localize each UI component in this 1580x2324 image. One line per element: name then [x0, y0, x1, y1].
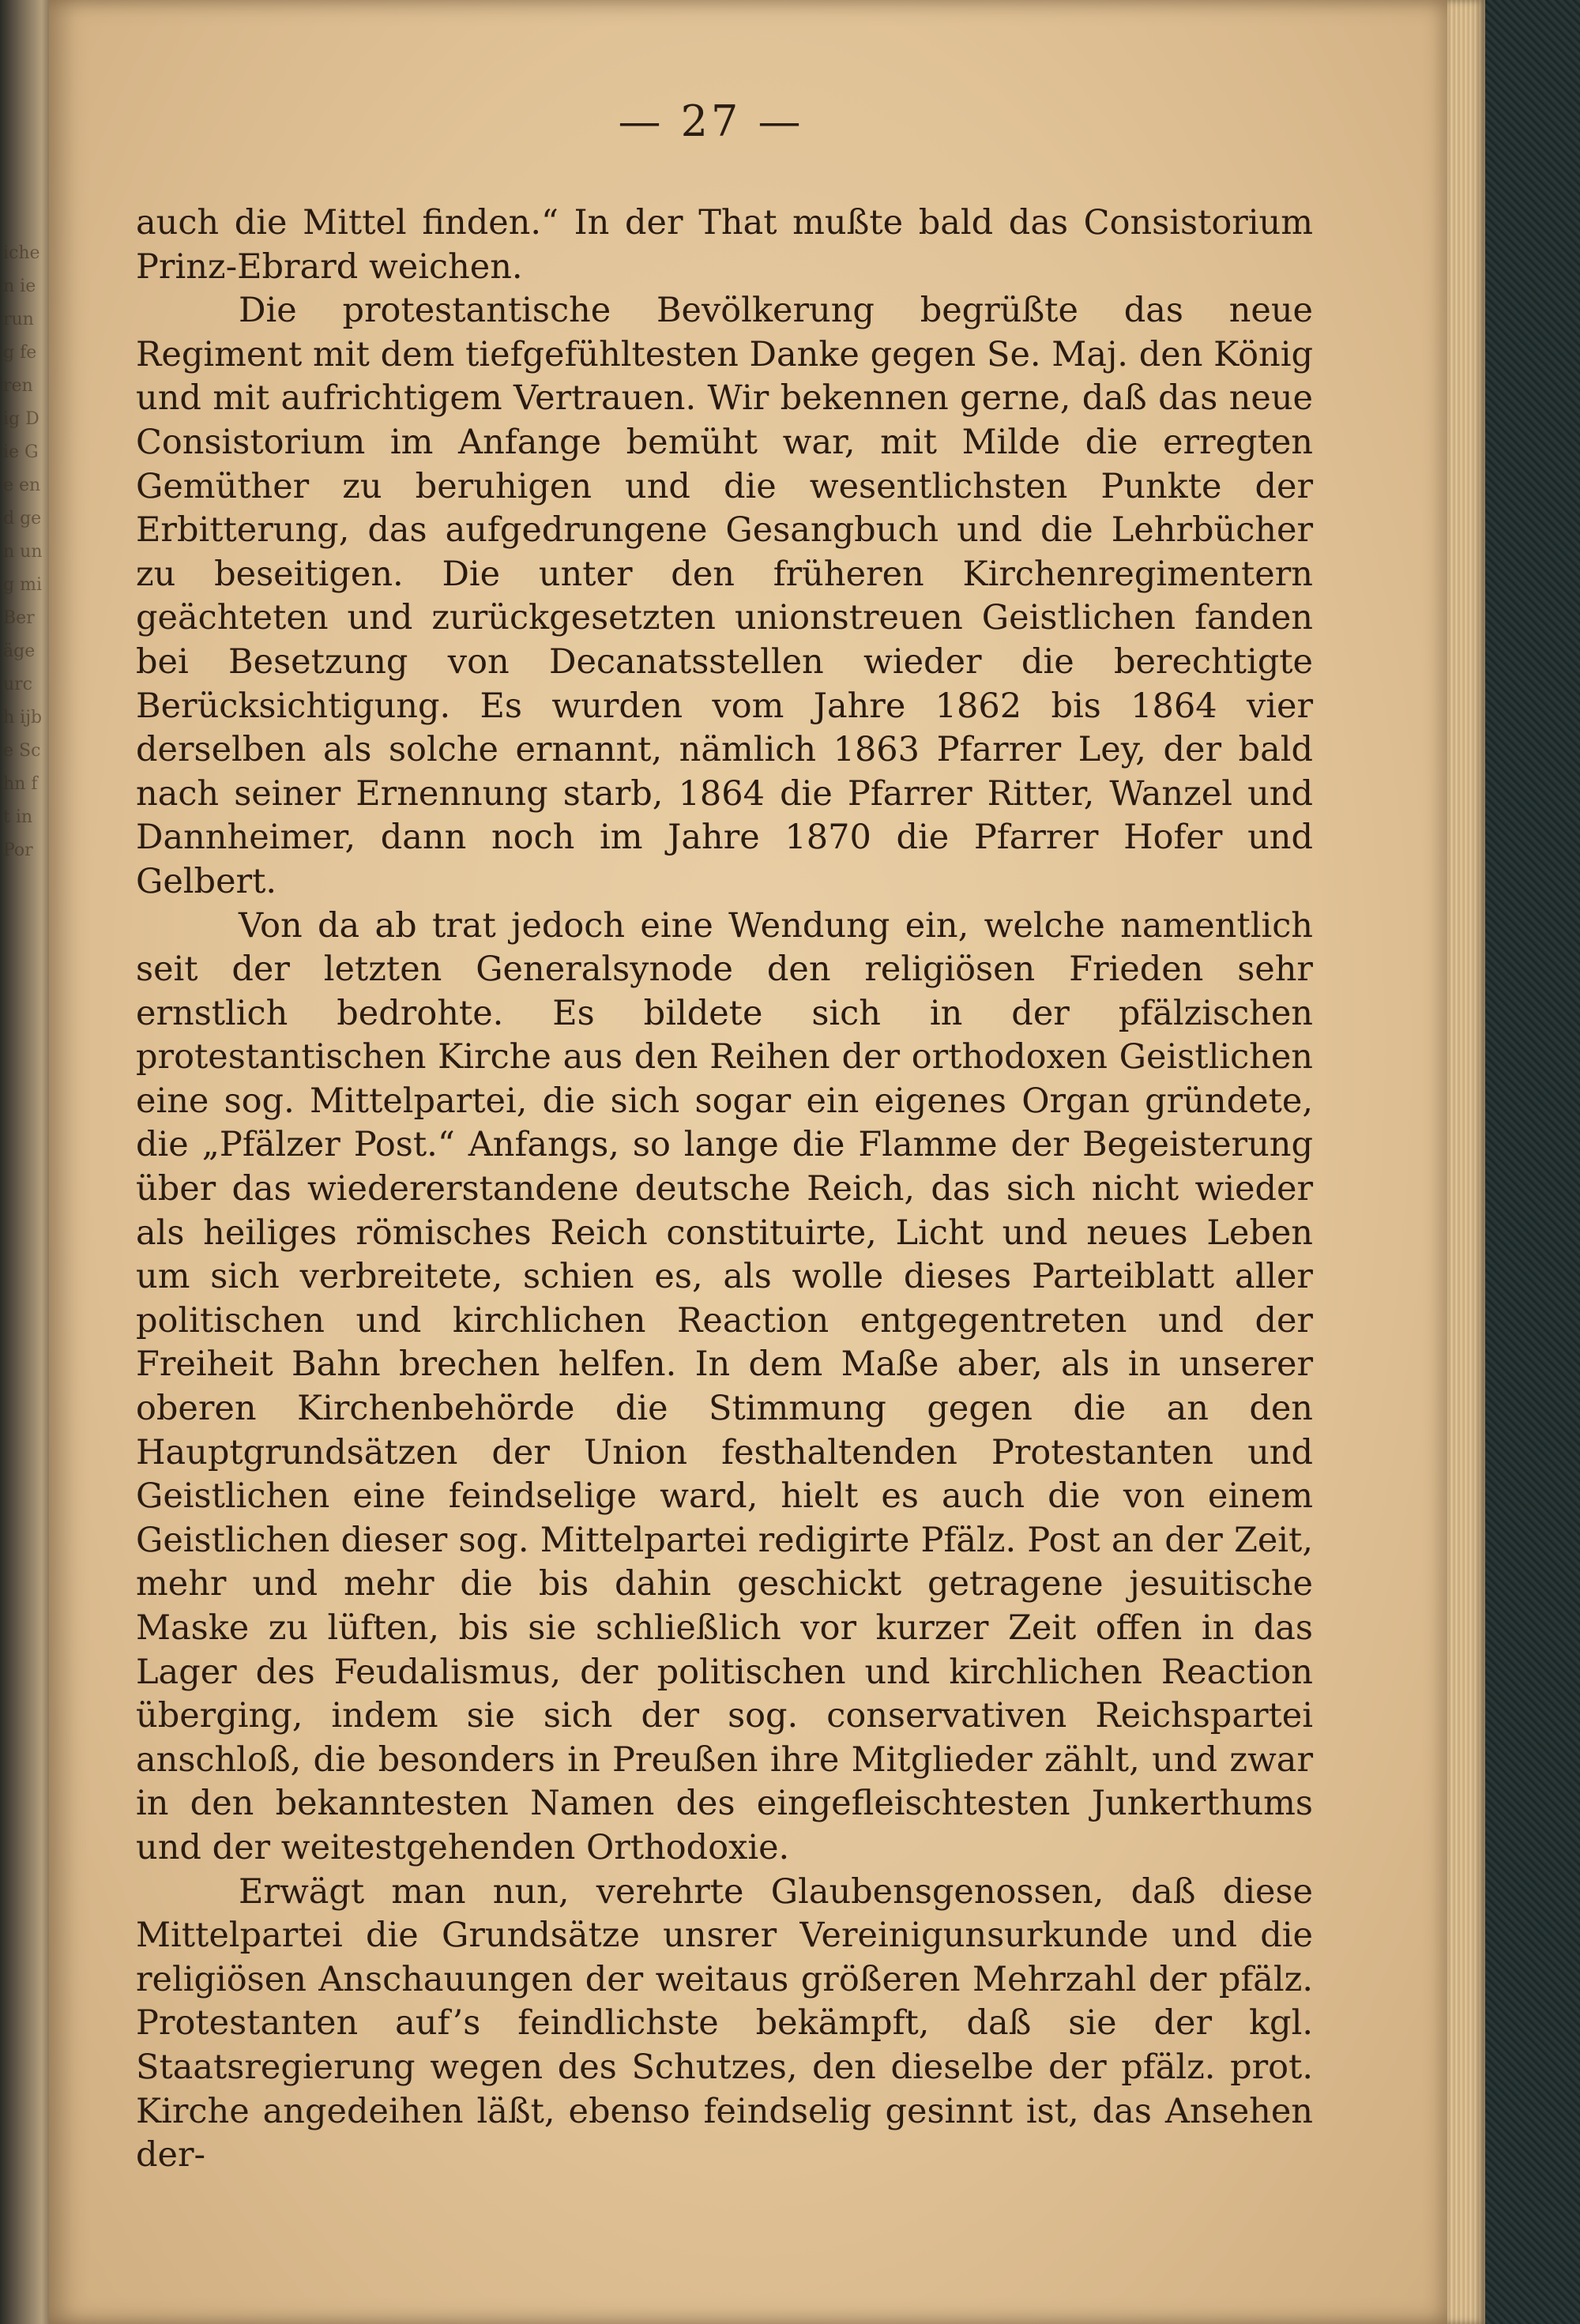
- page-block-edge: [1447, 0, 1485, 2324]
- facing-page-fragment-text: ichen ierung fe ren ig Die Ge end gen ung mi Ber äge urch ijbe Schn ft in Por: [3, 243, 43, 860]
- page-number: — 27 —: [618, 96, 804, 146]
- page-body-text: [136, 201, 1313, 2178]
- paragraph: auch die Mittel finden.“ In der That mußte bald das Consistorium Prinz-Ebrard weichen.: [136, 203, 1313, 287]
- paragraph: Von da ab trat jedoch eine Wendung ein, welche namentlich seit der letzten Generalsynode den religiösen Frieden sehr ernstlich bedrohte. Es bildete sich in der pfälzischen protestantischen Kirche aus den Reihen der orthodoxen Geistlichen eine sog. Mittelpartei, die sich sogar ein eigenes Organ gründete, die „Pfälzer Post.“ Anfangs, so lange die Flamme der Begeisterung über das wiedererstandene deutsche Reich, das sich nicht wieder als heiliges römisches Reich constituirte, Licht und neues Leben um sich verbreitete, schien es, als wolle dieses Parteiblatt aller politischen und kirchlichen Reaction entgegentreten und der Freiheit Bahn brechen helfen. In dem Maße aber, als in unserer oberen Kirchenbehörde die Stimmung gegen die an den Hauptgrundsätzen der Union festhaltenden Protestanten und Geistlichen eine feindselige ward, hielt es auch die von einem Geistlichen dieser sog. Mittelpartei redigirte Pfälz. Post an der Zeit, mehr und mehr die bis dahin geschickt getragene jesuitische Maske zu lüften, bis sie schließlich vor kurzer Zeit offen in das Lager des Feudalismus, der politischen und kirchlichen Reaction überging, indem sie sich der sog. conservativen Reichspartei anschloß, die besonders in Preußen ihre Mitglieder zählt, und zwar in den bekanntesten Namen des eingefleischtesten Junkerthums und der weitestgehenden Orthodoxie.: [136, 905, 1313, 1867]
- facing-page-edge: [0, 0, 49, 2324]
- book-cover: [1485, 0, 1580, 2324]
- paragraph: Die protestantische Bevölkerung begrüßte das neue Regiment mit dem tiefgefühltesten Danke gegen Se. Maj. den König und mit aufrichtigem Vertrauen. Wir bekennen gerne, daß das neue Consistorium im Anfange bemüht war, mit Milde die erregten Gemüther zu beruhigen und die wesentlichsten Punkte der Erbitterung, das aufgedrungene Gesangbuch und die Lehrbücher zu beseitigen. Die unter den früheren Kirchenregimentern geächteten und zurückgesetzten unionstreuen Geistlichen fanden bei Besetzung von Decanatsstellen wieder die berechtigte Berücksichtigung. Es wurden vom Jahre 1862 bis 1864 vier derselben als solche ernannt, nämlich 1863 Pfarrer Ley, der bald nach seiner Ernennung starb, 1864 die Pfarrer Ritter, Wanzel und Dannheimer, dann noch im Jahre 1870 die Pfarrer Hofer und Gelbert.: [136, 291, 1313, 901]
- paragraph: Erwägt man nun, verehrte Glaubensgenossen, daß diese Mittelpartei die Grundsätze unsrer Vereinigunsurkunde und die religiösen Anschauungen der weitaus größeren Mehrzahl der pfälz. Protestanten auf’s feindlichste bekämpft, daß sie der kgl. Staatsregierung wegen des Schutzes, den dieselbe der pfälz. prot. Kirche angedeihen läßt, ebenso feindselig gesinnt ist, das Ansehen der-: [136, 1871, 1313, 2175]
